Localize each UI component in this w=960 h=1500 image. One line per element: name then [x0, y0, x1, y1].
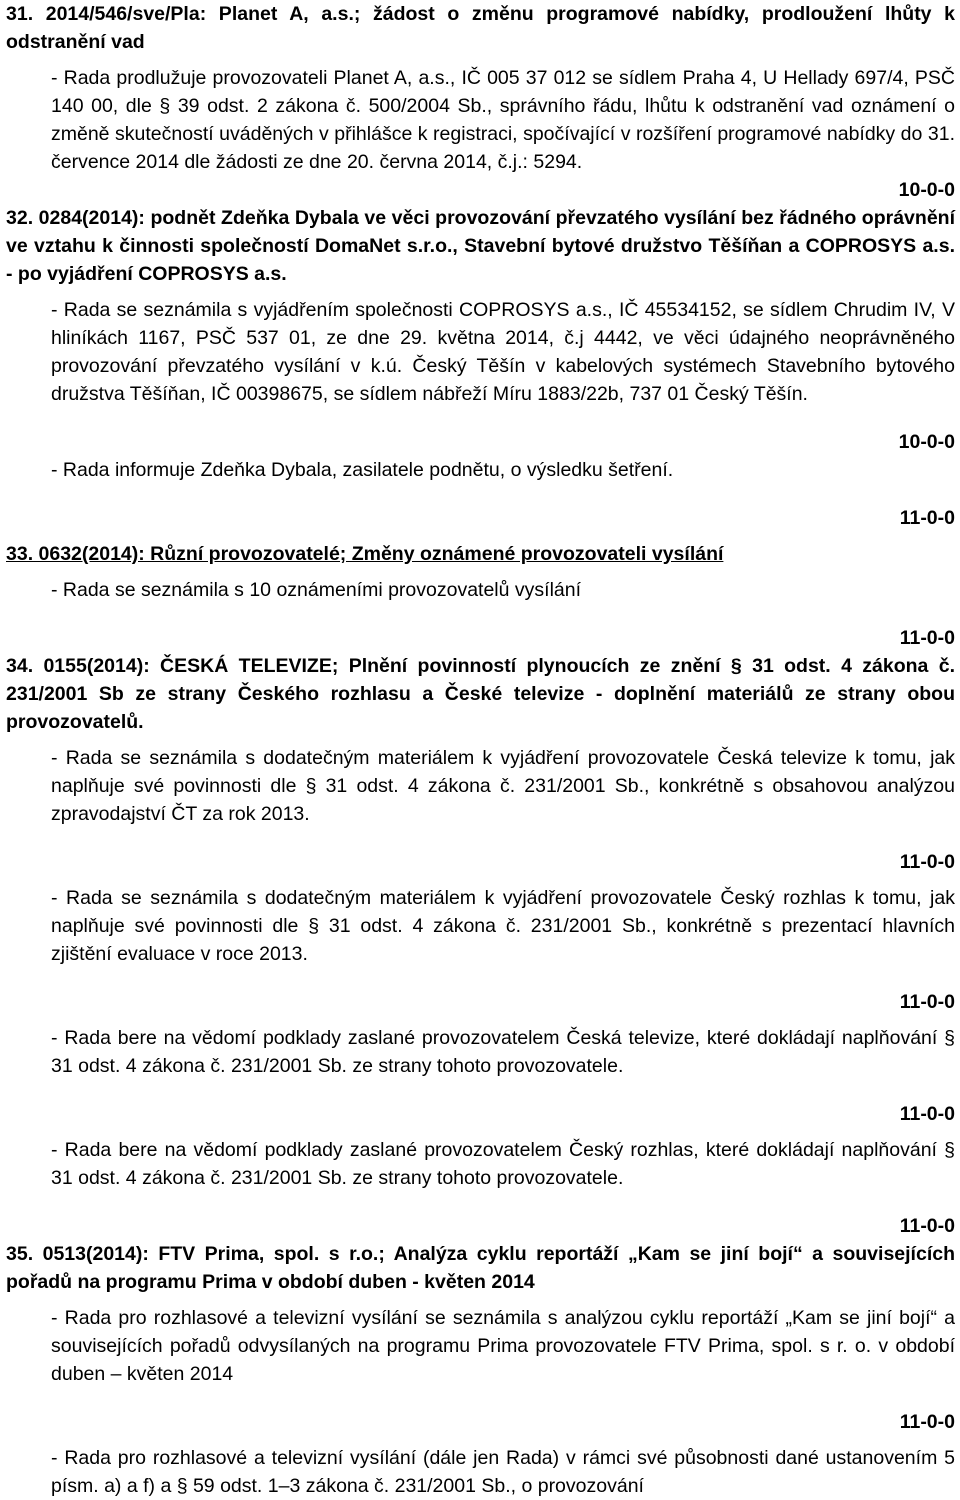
item-34-vote-2: 11-0-0	[899, 991, 955, 1013]
item-34-heading: 34. 0155(2014): ČESKÁ TELEVIZE; Plnění povinností plynoucích ze znění § 31 odst. 4 zákona č. 231/2001 Sb ze strany Českého rozhlasu a České televize - doplnění materiálů ze strany obou provozovatelů.	[6, 655, 955, 733]
item-35-para-1: - Rada pro rozhlasové a televizní vysílání se seznámila s analýzou cyklu reportáží „Kam se jiní bojí“ a souvisejících pořadů odvysílaných na programu Prima provozovatele FTV Prima, spol. s r. o. v období duben – květen 2014	[51, 1307, 955, 1385]
item-32-para-1: - Rada se seznámila s vyjádřením společnosti COPROSYS a.s., IČ 45534152, se sídlem Chrudim IV, V hliníkách 1167, PSČ 537 01, ze dne 29. května 2014, č.j 4442, ve věci údajného neoprávněného provozování převzatého vysílání v k.ú. Český Těšín v kabelových systémech Stavebního bytového družstva Těšíňan, IČ 00398675, se sídlem nábřeží Míru 1883/22b, 737 01 Český Těšín.	[51, 299, 955, 405]
item-32-vote-2: 11-0-0	[899, 507, 955, 529]
item-33-heading	[6, 540, 955, 568]
item-34-vote-1: 11-0-0	[899, 851, 955, 873]
item-35-vote-1: 11-0-0	[899, 1411, 955, 1433]
item-34-vote-3: 11-0-0	[899, 1103, 955, 1125]
item-32-vote-1: 10-0-0	[898, 431, 955, 453]
item-33-heading-text: 33. 0632(2014): Různí provozovatelé; Změny oznámené provozovateli vysílání	[6, 543, 724, 565]
item-31-heading: 31. 2014/546/sve/Pla: Planet A, a.s.; žádost o změnu programové nabídky, prodloužení lhůty k odstranění vad	[6, 3, 955, 53]
item-31-para-1: - Rada prodlužuje provozovateli Planet A, a.s., IČ 005 37 012 se sídlem Praha 4, U Hellady 697/4, PSČ 140 00, dle § 39 odst. 2 zákona č. 500/2004 Sb., správního řádu, lhůtu k odstranění vad oznámení o změně skutečností uváděných v přihlášce k registraci, spočívající v rozšíření programové nabídky do 31. července 2014 dle žádosti ze dne 20. června 2014, č.j.: 5294.	[51, 67, 955, 173]
item-35-para-2: - Rada pro rozhlasové a televizní vysílání (dále jen Rada) v rámci své působnosti dané ustanovením 5 písm. a) a f) a § 59 odst. 1–3 zákona č. 231/2001 Sb., o provozování	[51, 1447, 955, 1497]
item-35-heading: 35. 0513(2014): FTV Prima, spol. s r.o.; Analýza cyklu reportáží „Kam se jiní bojí“ a souvisejících pořadů na programu Prima v období duben - květen 2014	[6, 1243, 955, 1293]
item-33-para-1: - Rada se seznámila s 10 oznámeními provozovatelů vysílání	[51, 579, 582, 601]
item-33-vote-1: 11-0-0	[899, 627, 955, 649]
item-34-vote-4: 11-0-0	[899, 1215, 955, 1237]
item-31-vote-1: 10-0-0	[898, 179, 955, 201]
item-34-para-2: - Rada se seznámila s dodatečným materiálem k vyjádření provozovatele Český rozhlas k tomu, jak naplňuje své povinnosti dle § 31 odst. 4 zákona č. 231/2001 Sb., konkrétně s prezentací hlavních zjištění evaluace v roce 2013.	[51, 887, 955, 965]
item-32-heading: 32. 0284(2014): podnět Zdeňka Dybala ve věci provozování převzatého vysílání bez řádného oprávnění ve vztahu k činnosti společností DomaNet s.r.o., Stavební bytové družstvo Těšíňan a COPROSYS a.s. - po vyjádření COPROSYS a.s.	[6, 207, 955, 285]
item-34-para-3: - Rada bere na vědomí podklady zaslané provozovatelem Česká televize, které dokládají naplňování § 31 odst. 4 zákona č. 231/2001 Sb. ze strany tohoto provozovatele.	[51, 1027, 955, 1077]
item-34-para-1: - Rada se seznámila s dodatečným materiálem k vyjádření provozovatele Česká televize k tomu, jak naplňuje své povinnosti dle § 31 odst. 4 zákona č. 231/2001 Sb., konkrétně s obsahovou analýzou zpravodajství ČT za rok 2013.	[51, 747, 955, 825]
item-32-para-2: - Rada informuje Zdeňka Dybala, zasilatele podnětu, o výsledku šetření.	[51, 459, 674, 481]
item-34-para-4: - Rada bere na vědomí podklady zaslané provozovatelem Český rozhlas, které dokládají naplňování § 31 odst. 4 zákona č. 231/2001 Sb. ze strany tohoto provozovatele.	[51, 1139, 955, 1189]
